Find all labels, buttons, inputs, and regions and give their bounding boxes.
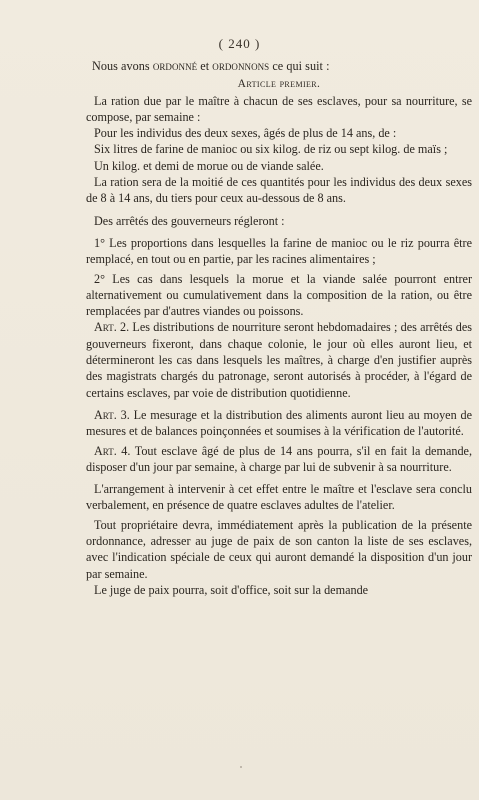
document-body xyxy=(86,58,472,598)
article-4-text: Tout esclave âgé de plus de 14 ans pourra, s'il en fait la demande, disposer d'un jour par semaine, à charge par lui de subvenir à sa nourriture. xyxy=(86,443,472,474)
paragraph-item-2: 2° Les cas dans lesquels la morue et la viande salée pourront entrer alternativement ou cumulativement dans la composition de la ration, ou être remplacées par d'autres viandes ou poissons. xyxy=(86,271,472,319)
paragraph-morue: Un kilog. et demi de morue ou de viande salée. xyxy=(94,158,324,173)
paragraph-item-1: 1° Les proportions dans lesquelles la farine de manioc ou le riz pourra être remplacé, en tout ou en partie, par les racines alimentaires ; xyxy=(86,235,472,267)
paper-speck xyxy=(240,766,242,768)
intro-line xyxy=(86,58,472,74)
article-2-label: Art. 2. xyxy=(94,320,130,335)
paragraph-arrangement: L'arrangement à intervenir à cet effet entre le maître et l'esclave sera conclu verbalement, en présence de quatre esclaves adultes de l'atelier. xyxy=(86,482,472,513)
intro-ordonne: ordonné xyxy=(152,59,198,73)
intro-ordonnons: ordonnons xyxy=(212,59,270,73)
article-3 xyxy=(86,407,472,440)
article-3-text: Le mesurage et la distribution des aliments auront lieu au moyen de mesures et de balances poinçonnées et soumises à la vérification de l'autorité. xyxy=(86,407,472,439)
page-number: ( 240 ) xyxy=(218,36,261,51)
paragraph-juge: Le juge de paix pourra, soit d'office, soit sur la demande xyxy=(94,582,369,597)
article-4-label: Art. 4. xyxy=(94,443,131,458)
paragraph-proprietaire: Tout propriétaire devra, immédiatement après la publication de la présente ordonnance, adresser au juge de paix de son canton la liste de ses esclaves, avec l'indication spéciale de ceux qui auront demandé la disposition d'un jour par semaine. xyxy=(86,517,472,581)
article-heading: Article premier. xyxy=(237,78,321,91)
paragraph-moitie: La ration sera de la moitié de ces quantités pour les individus des deux sexes de 8 à 14 ans, du tiers pour ceux au-dessous de 8 ans. xyxy=(86,175,472,206)
paragraph-individus: Pour les individus des deux sexes, âgés de plus de 14 ans, de : xyxy=(94,126,397,141)
paragraph-arretes: Des arrêtés des gouverneurs régleront : xyxy=(94,213,285,228)
article-2 xyxy=(86,319,472,400)
article-2-text: Les distributions de nourriture seront hebdomadaires ; des arrêtés des gouverneurs fixeront, dans chaque colonie, le jour où elles auront lieu, et détermineront les cas dans lesquels les maîtres, à charge d'en justifier auprès des magistrats chargés du patronage, seront autorisés à procéder, à l'égard de certains esclaves, par voie de distribution quotidienne. xyxy=(86,320,473,400)
article-3-label: Art. 3. xyxy=(94,407,130,422)
intro-part-3: ce qui suit : xyxy=(269,59,330,73)
paragraph-ration: La ration due par le maître à chacun de ses esclaves, pour sa nourriture, se compose, par semaine : xyxy=(86,93,472,124)
article-4 xyxy=(86,443,472,476)
intro-part-2: et xyxy=(197,59,213,73)
paragraph-farine: Six litres de farine de manioc ou six kilog. de riz ou sept kilog. de maïs ; xyxy=(94,142,448,157)
intro-part-1: Nous avons xyxy=(92,59,153,73)
